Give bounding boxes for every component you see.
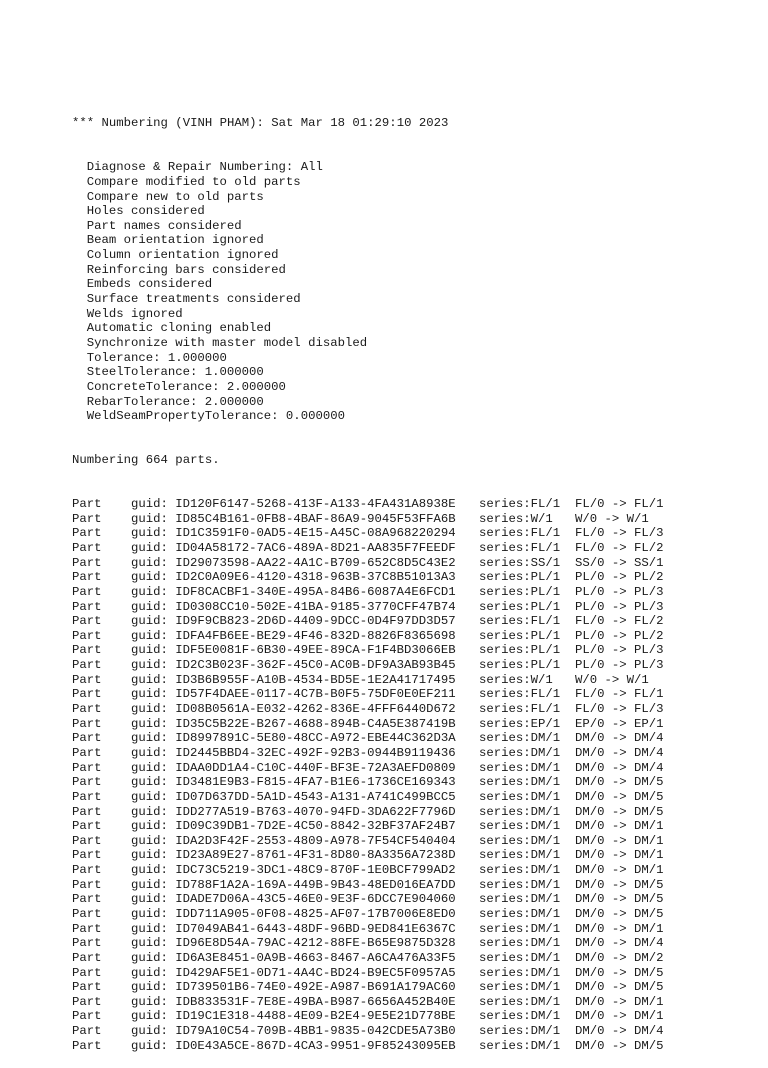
part-row	[72, 673, 664, 688]
part-series: series:DM/1	[479, 1038, 561, 1053]
setting-line: Automatic cloning enabled	[86, 321, 272, 336]
part-guid: guid: ID2C3B023F-362F-45C0-AC0B-DF9A3AB93B45	[131, 658, 456, 673]
part-mapping: DM/0 -> DM/1	[575, 994, 664, 1009]
part-guid: guid: IDF5E0081F-6B30-49EE-89CA-F1F4BD3066EB	[131, 643, 456, 658]
part-mapping: FL/0 -> FL/3	[575, 702, 664, 717]
settings-list	[72, 160, 664, 424]
part-series: series:DM/1	[479, 980, 561, 995]
part-type: Part	[72, 497, 102, 512]
part-type: Part	[72, 599, 102, 614]
part-series: series:DM/1	[479, 877, 561, 892]
part-guid: guid: IDD711A905-0F08-4825-AF07-17B7006E8ED0	[131, 907, 456, 921]
part-row	[72, 643, 664, 658]
part-row	[72, 731, 664, 746]
part-mapping: DM/0 -> DM/1	[575, 833, 664, 848]
part-series: series:PL/1	[479, 570, 561, 585]
part-row	[72, 834, 664, 849]
numbering-log	[72, 87, 664, 1068]
part-type: Part	[72, 628, 102, 643]
part-mapping: DM/0 -> DM/1	[575, 848, 664, 863]
part-mapping: EP/0 -> EP/1	[575, 716, 664, 731]
part-guid: guid: IDF8CACBF1-340E-495A-84B6-6087A4E6FCD1	[131, 584, 456, 599]
part-row	[72, 907, 664, 922]
part-mapping: DM/0 -> DM/5	[575, 980, 664, 995]
part-type: Part	[72, 745, 102, 760]
part-series: series:PL/1	[479, 643, 561, 658]
parts-table	[72, 497, 664, 1053]
part-mapping: SS/0 -> SS/1	[575, 555, 664, 570]
part-guid: guid: IDC73C5219-3DC1-48C9-870F-1E0BCF799AD2	[131, 863, 456, 878]
part-type: Part	[72, 1038, 102, 1053]
part-type: Part	[72, 584, 102, 599]
part-guid: guid: ID1C3591F0-0AD5-4E15-A45C-08A968220294	[131, 526, 456, 541]
part-mapping: W/0 -> W/1	[575, 511, 649, 526]
part-mapping: FL/0 -> FL/2	[575, 614, 664, 629]
part-series: series:DM/1	[479, 965, 561, 980]
part-guid: guid: ID429AF5E1-0D71-4A4C-BD24-B9EC5F0957A5	[131, 965, 456, 980]
part-row	[72, 497, 664, 512]
part-mapping: DM/0 -> DM/4	[575, 1024, 664, 1039]
part-series: series:DM/1	[479, 760, 561, 775]
part-type: Part	[72, 643, 102, 658]
setting-line: Part names considered	[86, 218, 242, 233]
part-series: series:PL/1	[479, 658, 561, 673]
part-type: Part	[72, 570, 102, 585]
part-mapping: DM/0 -> DM/5	[575, 907, 664, 921]
part-row	[72, 614, 664, 629]
setting-line: WeldSeamPropertyTolerance: 0.000000	[86, 409, 345, 424]
part-type: Part	[72, 511, 102, 526]
part-row	[72, 878, 664, 893]
part-guid: guid: ID7049AB41-6443-48DF-96BD-9ED841E6367C	[131, 921, 456, 936]
part-type: Part	[72, 907, 102, 921]
setting-line: Holes considered	[86, 204, 205, 219]
part-type: Part	[72, 1024, 102, 1039]
part-row	[72, 922, 664, 937]
part-type: Part	[72, 833, 102, 848]
part-mapping: DM/0 -> DM/5	[575, 892, 664, 907]
part-guid: guid: ID57F4DAEE-0117-4C7B-B0F5-75DF0E0EF211	[131, 687, 456, 702]
part-guid: guid: IDD277A519-B763-4070-94FD-3DA622F7796D	[131, 804, 456, 819]
part-series: series:DM/1	[479, 1024, 561, 1039]
setting-line: Welds ignored	[86, 306, 183, 321]
part-type: Part	[72, 526, 102, 541]
part-type: Part	[72, 877, 102, 892]
setting-line: Compare modified to old parts	[86, 174, 301, 189]
part-mapping: DM/0 -> DM/4	[575, 760, 664, 775]
setting-line: Surface treatments considered	[86, 292, 301, 307]
part-series: series:DM/1	[479, 921, 561, 936]
part-row	[72, 863, 664, 878]
setting-line: Diagnose & Repair Numbering: All	[86, 160, 323, 175]
part-row	[72, 570, 664, 585]
part-guid: guid: ID04A58172-7AC6-489A-8D21-AA835F7FEEDF	[131, 540, 456, 555]
part-mapping: PL/0 -> PL/3	[575, 643, 664, 658]
part-mapping: DM/0 -> DM/4	[575, 745, 664, 760]
part-row	[72, 848, 664, 863]
part-guid: guid: ID2445BBD4-32EC-492F-92B3-0944B9119436	[131, 745, 456, 760]
part-series: series:PL/1	[479, 584, 561, 599]
setting-line: Beam orientation ignored	[86, 233, 264, 248]
part-guid: guid: IDFA4FB6EE-BE29-4F46-832D-8826F8365698	[131, 628, 456, 643]
part-guid: guid: ID23A89E27-8761-4F31-8D80-8A3356A7238D	[131, 848, 456, 863]
setting-line: Synchronize with master model disabled	[86, 335, 368, 350]
part-guid: guid: ID85C4B161-0FB8-4BAF-86A9-9045F53FFA6B	[131, 511, 456, 526]
part-mapping: FL/0 -> FL/1	[575, 497, 664, 512]
part-row	[72, 629, 664, 644]
part-series: series:DM/1	[479, 892, 561, 907]
part-row	[72, 658, 664, 673]
part-guid: guid: ID8997891C-5E80-48CC-A972-EBE44C362D3A	[131, 731, 456, 746]
part-row	[72, 761, 664, 776]
part-type: Part	[72, 614, 102, 629]
part-type: Part	[72, 819, 102, 834]
part-mapping: DM/0 -> DM/5	[575, 965, 664, 980]
part-series: series:DM/1	[479, 936, 561, 951]
part-series: series:FL/1	[479, 687, 561, 702]
part-row	[72, 556, 664, 571]
part-guid: guid: ID3B6B955F-A10B-4534-BD5E-1E2A41717495	[131, 672, 456, 687]
part-guid: guid: ID2C0A09E6-4120-4318-963B-37C8B51013A3	[131, 570, 456, 585]
part-series: series:DM/1	[479, 819, 561, 834]
part-guid: guid: IDADE7D06A-43C5-46E0-9E3F-6DCC7E904060	[131, 892, 456, 907]
part-mapping: DM/0 -> DM/5	[575, 775, 664, 790]
part-row	[72, 995, 664, 1010]
part-series: series:DM/1	[479, 775, 561, 790]
part-type: Part	[72, 702, 102, 717]
setting-line: Column orientation ignored	[86, 248, 279, 263]
part-mapping: DM/0 -> DM/1	[575, 1009, 664, 1024]
part-type: Part	[72, 731, 102, 746]
part-type: Part	[72, 555, 102, 570]
part-row	[72, 966, 664, 981]
part-series: series:DM/1	[479, 848, 561, 863]
part-type: Part	[72, 789, 102, 804]
part-type: Part	[72, 760, 102, 775]
summary-line: Numbering 664 parts.	[72, 453, 220, 468]
setting-line: Compare new to old parts	[86, 189, 264, 204]
part-type: Part	[72, 980, 102, 995]
part-type: Part	[72, 848, 102, 863]
part-guid: guid: ID120F6147-5268-413F-A133-4FA431A8938E	[131, 497, 456, 512]
part-mapping: FL/0 -> FL/3	[575, 526, 664, 541]
part-series: series:PL/1	[479, 599, 561, 614]
part-type: Part	[72, 804, 102, 819]
part-row	[72, 980, 664, 995]
part-row	[72, 585, 664, 600]
part-type: Part	[72, 687, 102, 702]
part-row	[72, 790, 664, 805]
part-series: series:PL/1	[479, 628, 561, 643]
part-row	[72, 936, 664, 951]
part-mapping: DM/0 -> DM/5	[575, 789, 664, 804]
part-guid: guid: ID9F9CB823-2D6D-4409-9DCC-0D4F97DD3D57	[131, 614, 456, 629]
part-type: Part	[72, 658, 102, 673]
part-mapping: DM/0 -> DM/1	[575, 921, 664, 936]
part-guid: guid: IDA2D3F42F-2553-4809-A978-7F54CF540404	[131, 833, 456, 848]
part-series: series:DM/1	[479, 907, 561, 921]
part-row	[72, 819, 664, 834]
part-mapping: PL/0 -> PL/3	[575, 658, 664, 673]
part-mapping: PL/0 -> PL/2	[575, 570, 664, 585]
setting-line: SteelTolerance: 1.000000	[86, 365, 264, 380]
setting-line: Tolerance: 1.000000	[86, 350, 227, 365]
part-guid: guid: ID788F1A2A-169A-449B-9B43-48ED016EA7DD	[131, 877, 456, 892]
part-mapping: DM/0 -> DM/1	[575, 819, 664, 834]
part-guid: guid: IDAA0DD1A4-C10C-440F-BF3E-72A3AEFD0809	[131, 760, 456, 775]
part-type: Part	[72, 994, 102, 1009]
part-guid: guid: ID09C39DB1-7D2E-4C50-8842-32BF37AF24B7	[131, 819, 456, 834]
part-row	[72, 687, 664, 702]
part-series: series:DM/1	[479, 1009, 561, 1024]
part-row	[72, 1024, 664, 1039]
part-guid: guid: ID79A10C54-709B-4BB1-9835-042CDE5A73B0	[131, 1024, 456, 1039]
part-row	[72, 717, 664, 732]
part-row	[72, 702, 664, 717]
part-series: series:FL/1	[479, 702, 561, 717]
part-mapping: DM/0 -> DM/5	[575, 804, 664, 819]
part-guid: guid: ID739501B6-74E0-492E-A987-B691A179AC60	[131, 980, 456, 995]
part-series: series:W/1	[479, 672, 553, 687]
part-type: Part	[72, 672, 102, 687]
part-series: series:DM/1	[479, 804, 561, 819]
part-row	[72, 541, 664, 556]
part-mapping: DM/0 -> DM/4	[575, 936, 664, 951]
setting-line: RebarTolerance: 2.000000	[86, 394, 264, 409]
part-guid: guid: ID6A3E8451-0A9B-4663-8467-A6CA476A33F5	[131, 950, 456, 965]
part-series: series:FL/1	[479, 614, 561, 629]
part-guid: guid: ID07D637DD-5A1D-4543-A131-A741C499BCC5	[131, 789, 456, 804]
part-series: series:DM/1	[479, 731, 561, 746]
part-row	[72, 1039, 664, 1054]
part-series: series:EP/1	[479, 716, 561, 731]
part-row	[72, 805, 664, 820]
part-type: Part	[72, 950, 102, 965]
part-guid: guid: ID35C5B22E-B267-4688-894B-C4A5E387419B	[131, 716, 456, 731]
part-guid: guid: ID08B0561A-E032-4262-836E-4FFF6440D672	[131, 702, 456, 717]
part-mapping: DM/0 -> DM/1	[575, 863, 664, 878]
part-guid: guid: IDB833531F-7E8E-49BA-B987-6656A452B40E	[131, 994, 456, 1009]
part-mapping: FL/0 -> FL/1	[575, 687, 664, 702]
part-series: series:FL/1	[479, 497, 561, 512]
part-type: Part	[72, 863, 102, 878]
part-type: Part	[72, 1009, 102, 1024]
part-row	[72, 951, 664, 966]
part-mapping: DM/0 -> DM/5	[575, 877, 664, 892]
part-series: series:DM/1	[479, 994, 561, 1009]
part-type: Part	[72, 965, 102, 980]
part-mapping: DM/0 -> DM/5	[575, 1038, 664, 1053]
part-guid: guid: ID0308CC10-502E-41BA-9185-3770CFF47B74	[131, 599, 456, 614]
log-title: *** Numbering (VINH PHAM): Sat Mar 18 01:29:10 2023	[72, 116, 449, 131]
part-type: Part	[72, 716, 102, 731]
part-row	[72, 512, 664, 527]
part-row	[72, 892, 664, 907]
part-series: series:DM/1	[479, 833, 561, 848]
part-row	[72, 746, 664, 761]
part-series: series:DM/1	[479, 863, 561, 878]
part-guid: guid: ID0E43A5CE-867D-4CA3-9951-9F85243095EB	[131, 1038, 456, 1053]
part-mapping: W/0 -> W/1	[575, 672, 649, 687]
part-row	[72, 600, 664, 615]
part-mapping: PL/0 -> PL/2	[575, 628, 664, 643]
part-series: series:DM/1	[479, 789, 561, 804]
part-row	[72, 775, 664, 790]
part-mapping: DM/0 -> DM/4	[575, 731, 664, 746]
part-mapping: PL/0 -> PL/3	[575, 584, 664, 599]
part-type: Part	[72, 892, 102, 907]
part-mapping: PL/0 -> PL/3	[575, 599, 664, 614]
part-guid: guid: ID96E8D54A-79AC-4212-88FE-B65E9875D328	[131, 936, 456, 951]
part-row	[72, 1009, 664, 1024]
part-guid: guid: ID29073598-AA22-4A1C-B709-652C8D5C43E2	[131, 555, 456, 570]
part-type: Part	[72, 936, 102, 951]
part-series: series:SS/1	[479, 555, 561, 570]
part-series: series:W/1	[479, 511, 553, 526]
part-row	[72, 526, 664, 541]
part-series: series:DM/1	[479, 745, 561, 760]
part-guid: guid: ID19C1E318-4488-4E09-B2E4-9E5E21D778BE	[131, 1009, 456, 1024]
part-type: Part	[72, 775, 102, 790]
part-guid: guid: ID3481E9B3-F815-4FA7-B1E6-1736CE169343	[131, 775, 456, 790]
part-series: series:DM/1	[479, 950, 561, 965]
part-mapping: DM/0 -> DM/2	[575, 950, 664, 965]
setting-line: ConcreteTolerance: 2.000000	[86, 379, 286, 394]
setting-line: Reinforcing bars considered	[86, 262, 286, 277]
part-mapping: FL/0 -> FL/2	[575, 540, 664, 555]
part-type: Part	[72, 540, 102, 555]
part-type: Part	[72, 921, 102, 936]
setting-line: Embeds considered	[86, 277, 213, 292]
part-series: series:FL/1	[479, 526, 561, 541]
part-series: series:FL/1	[479, 540, 561, 555]
